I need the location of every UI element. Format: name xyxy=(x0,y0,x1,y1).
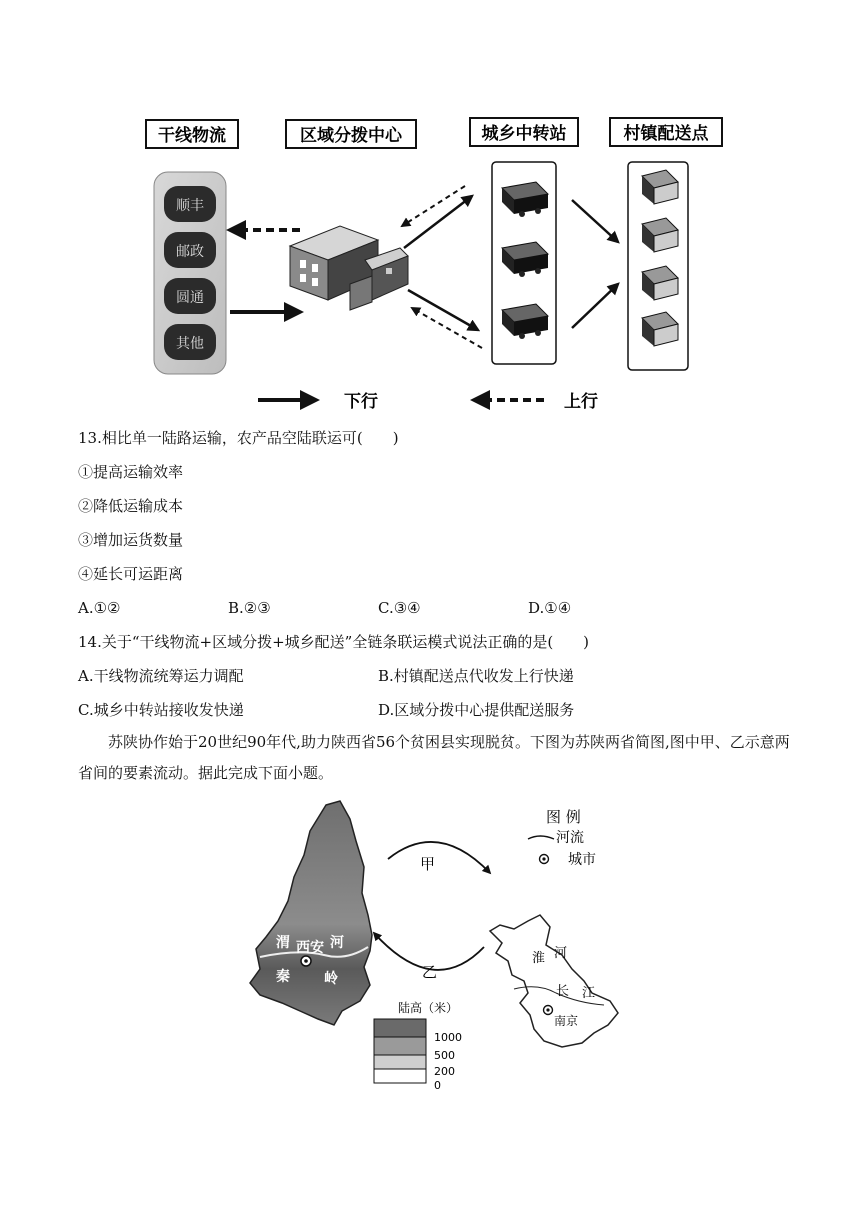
arrow-up-transfer-to-hub-bottom xyxy=(412,308,482,348)
arrow-up-village-to-transfer xyxy=(572,284,618,328)
svg-text:顺丰: 顺丰 xyxy=(176,198,204,214)
legend-down xyxy=(258,391,378,412)
elevation-tick-0: 0 xyxy=(434,1079,441,1092)
q14-stem: 14.关于“干线物流+区域分拨+城乡配送”全链条联运模式说法正确的是( ) xyxy=(78,633,590,651)
elevation-tick-1000: 1000 xyxy=(434,1031,462,1044)
svg-text:其他: 其他 xyxy=(176,336,204,352)
header-regional-hub xyxy=(286,120,416,148)
header-trunk-logistics xyxy=(146,120,238,148)
warehouse-icon xyxy=(290,226,408,310)
flow-label-yi: 乙 xyxy=(422,963,438,981)
arrow-up-transfer-to-hub-top xyxy=(402,186,465,226)
label-xian: 西安 xyxy=(296,940,324,956)
q14-option-d[interactable]: D.区域分拨中心提供配送服务 xyxy=(378,701,575,719)
flow-arrow-jia xyxy=(388,842,490,873)
q13-option-c[interactable]: C.③④ xyxy=(378,599,421,617)
elevation-title: 陆高（米） xyxy=(398,1001,459,1015)
q14-option-b[interactable]: B.村镇配送点代收发上行快递 xyxy=(378,667,574,685)
svg-text:区域分拨中心: 区域分拨中心 xyxy=(300,126,402,146)
carrier-postal xyxy=(164,232,216,268)
q14-option-a[interactable]: A.干线物流统筹运力调配 xyxy=(78,667,244,685)
flow-label-jia: 甲 xyxy=(420,855,436,873)
legend-up xyxy=(474,391,598,412)
q13-option-b[interactable]: B.②③ xyxy=(228,599,271,617)
arrow-down-hub-to-transfer-top xyxy=(404,196,472,248)
map-legend-river: 河流 xyxy=(556,830,584,846)
label-wei: 渭 xyxy=(276,935,290,951)
header-transfer-station xyxy=(470,118,578,146)
elevation-tick-200: 200 xyxy=(434,1065,455,1078)
header-village-point xyxy=(610,118,722,146)
svg-text:干线物流: 干线物流 xyxy=(158,126,226,146)
q13-item-3: ③增加运货数量 xyxy=(78,531,184,549)
map-legend-title: 图 例 xyxy=(546,808,581,826)
carrier-yuantong xyxy=(164,278,216,314)
svg-text:邮政: 邮政 xyxy=(176,244,204,260)
label-he: 河 xyxy=(330,935,344,951)
q13-option-a[interactable]: A.①② xyxy=(78,599,121,617)
map-legend-city: 城市 xyxy=(568,852,596,868)
q13-item-2: ②降低运输成本 xyxy=(78,497,184,515)
svg-text:上行: 上行 xyxy=(564,392,598,412)
q13-item-1: ①提高运输效率 xyxy=(78,463,184,481)
label-he-js: 河 xyxy=(554,946,568,961)
label-ling: 岭 xyxy=(324,971,338,987)
label-nanjing: 南京 xyxy=(554,1014,579,1028)
passage-text: 苏陕协作始于20世纪90年代,助力陕西省56个贫困县实现脱贫。下图为苏陕两省简图,图中甲、乙示意两省间的要素流动。据此完成下面小题。 xyxy=(78,733,790,782)
logistics-diagram xyxy=(140,108,730,418)
q14-option-c[interactable]: C.城乡中转站接收发快递 xyxy=(78,701,244,719)
label-huai: 淮 xyxy=(532,951,546,966)
river-legend-icon xyxy=(528,836,554,839)
q13-option-d[interactable]: D.①④ xyxy=(528,599,572,617)
label-chang: 长 xyxy=(556,984,570,999)
elevation-swatch-mid xyxy=(374,1037,426,1055)
shaanxi-province xyxy=(250,801,372,1025)
q13-item-4: ④延长可运距离 xyxy=(78,565,184,583)
svg-text:下行: 下行 xyxy=(344,392,378,412)
svg-text:城乡中转站: 城乡中转站 xyxy=(481,124,567,144)
q13-stem: 13.相比单一陆路运输，农产品空陆联运可( ) xyxy=(78,429,399,447)
elevation-swatch-low xyxy=(374,1055,426,1069)
carrier-other xyxy=(164,324,216,360)
carrier-shunfeng xyxy=(164,186,216,222)
elevation-tick-500: 500 xyxy=(434,1049,455,1062)
svg-text:圆通: 圆通 xyxy=(176,290,204,306)
province-map xyxy=(238,797,658,1097)
label-jiang: 江 xyxy=(582,986,596,1001)
label-qin: 秦 xyxy=(276,969,290,985)
elevation-swatch-lowest xyxy=(374,1069,426,1083)
arrow-down-transfer-to-village xyxy=(572,200,618,242)
elevation-swatch-high xyxy=(374,1019,426,1037)
arrow-down-hub-to-transfer-bottom xyxy=(408,290,478,330)
svg-text:村镇配送点: 村镇配送点 xyxy=(623,124,709,144)
